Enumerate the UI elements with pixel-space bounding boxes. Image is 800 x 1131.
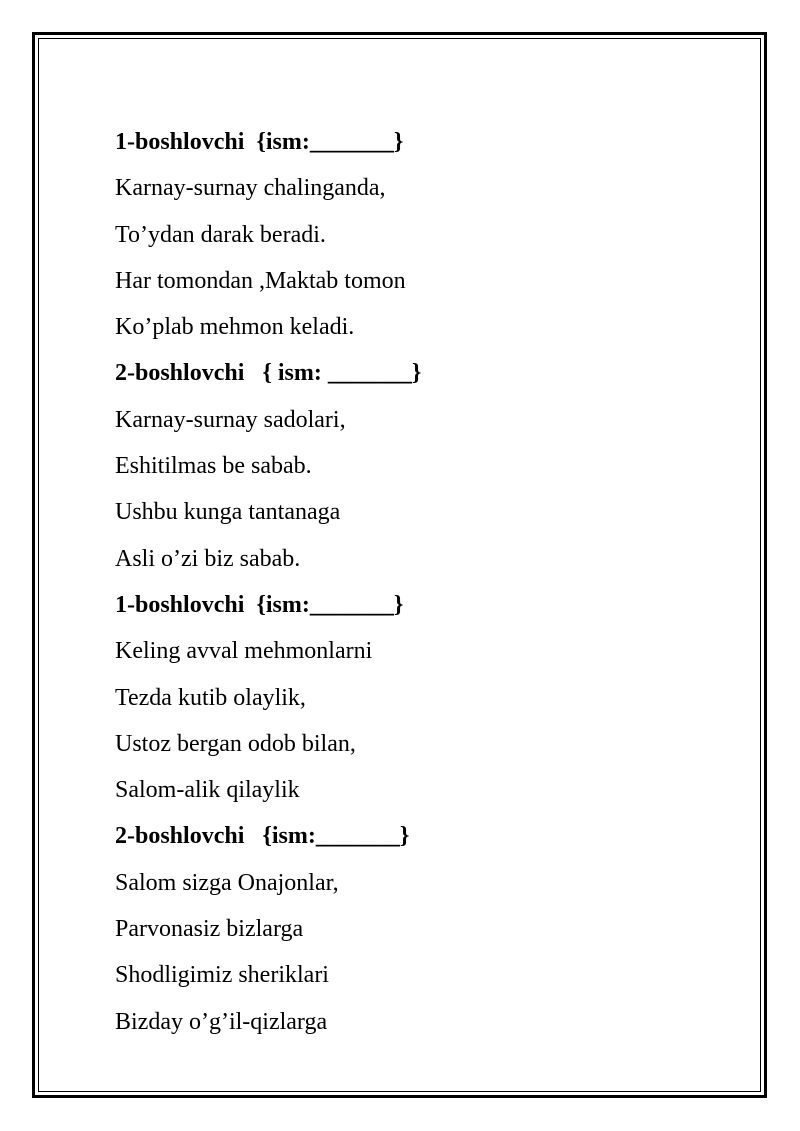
verse-line: Ko’plab mehmon keladi. xyxy=(115,314,355,341)
verse-line: Keling avval mehmonlarni xyxy=(115,638,373,665)
speaker-line: 2-boshlovchi { ism: _______} xyxy=(115,360,422,387)
verse-line: Karnay-surnay chalinganda, xyxy=(115,175,386,202)
verse-line: Ushbu kunga tantanaga xyxy=(115,499,341,526)
verse-line: Salom-alik qilaylik xyxy=(115,777,300,804)
verse-line: Har tomondan ,Maktab tomon xyxy=(115,267,406,294)
document-body xyxy=(115,119,715,1045)
speaker-line: 2-boshlovchi {ism:_______} xyxy=(115,823,410,850)
verse-line: Tezda kutib olaylik, xyxy=(115,684,306,711)
verse-line: Asli o’zi biz sabab. xyxy=(115,545,301,572)
verse-line: To’ydan darak beradi. xyxy=(115,221,326,248)
verse-line: Eshitilmas be sabab. xyxy=(115,453,312,480)
speaker-line: 1-boshlovchi {ism:_______} xyxy=(115,129,404,155)
verse-line: Salom sizga Onajonlar, xyxy=(115,869,339,896)
verse-line: Karnay-surnay sadolari, xyxy=(115,406,346,433)
verse-line: Parvonasiz bizlarga xyxy=(115,916,304,943)
verse-line: Bizday o’g’il-qizlarga xyxy=(115,1008,328,1035)
speaker-line: 1-boshlovchi {ism:_______} xyxy=(115,591,404,618)
verse-line: Ustoz bergan odob bilan, xyxy=(115,730,356,757)
verse-line: Shodligimiz sheriklari xyxy=(115,962,329,989)
